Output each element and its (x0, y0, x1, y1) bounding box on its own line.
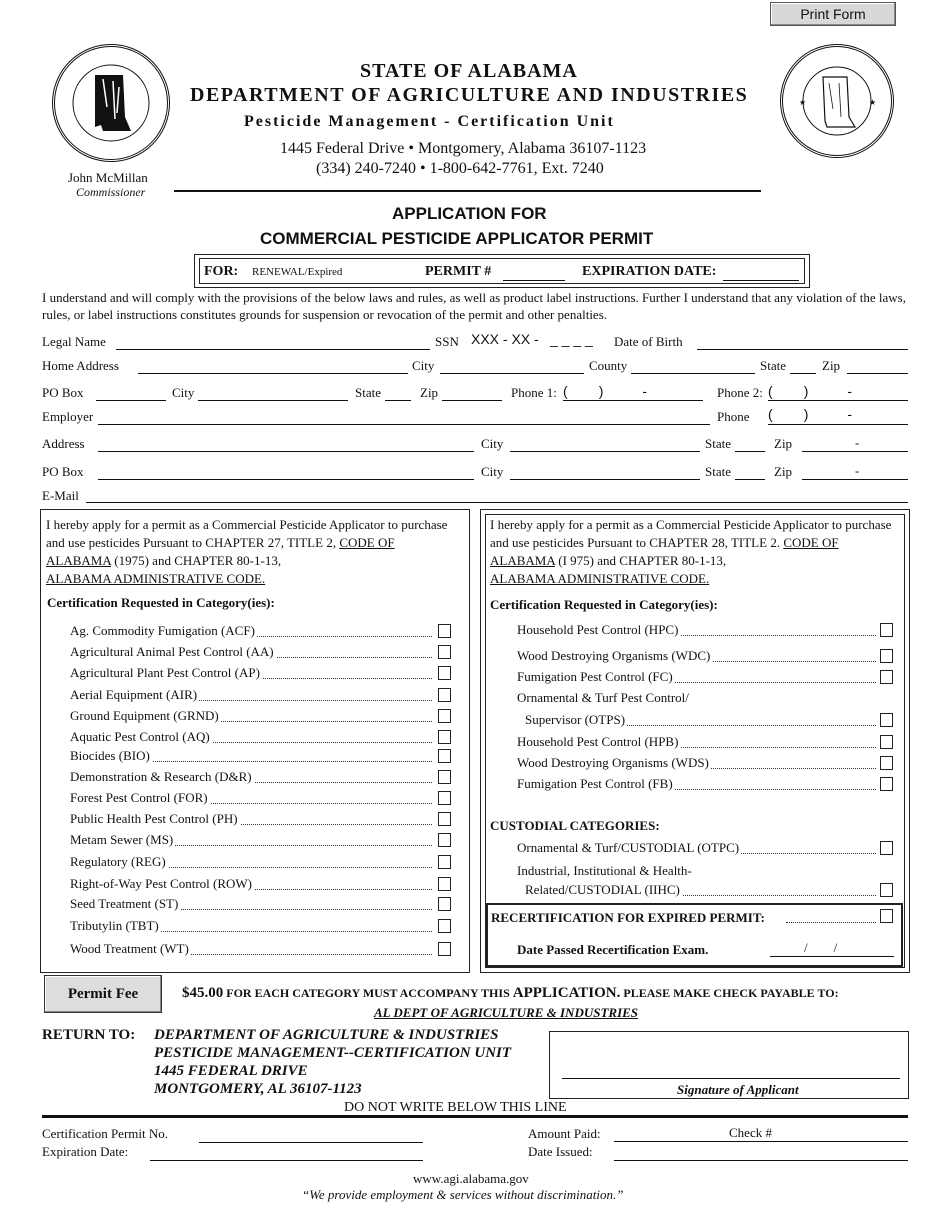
home-address-field[interactable] (138, 373, 408, 374)
county-field[interactable] (631, 373, 755, 374)
employer-phone-field[interactable] (768, 424, 908, 425)
department-seal (52, 44, 170, 162)
home-address-label: Home Address (42, 358, 119, 373)
left-category-item-checkbox[interactable] (438, 709, 451, 723)
employer-city-label: City (481, 436, 504, 451)
left-category-item-checkbox[interactable] (438, 666, 451, 680)
home-zip-field[interactable] (847, 373, 908, 374)
permit-fee-label: Permit Fee (67, 986, 139, 1002)
commissioner-name: John McMillan (68, 170, 148, 185)
home-state-field[interactable] (790, 373, 816, 374)
header-rule (174, 190, 761, 192)
left-category-item-label: Public Health Pest Control (PH) (70, 811, 238, 826)
right-category-item-label: Fumigation Pest Control (FB) (517, 776, 673, 791)
recertification-date-mask: / / (804, 940, 838, 955)
home-city-label: City (412, 358, 435, 373)
employer-zip-dash: - (855, 435, 860, 450)
return-address-line: DEPARTMENT OF AGRICULTURE & INDUSTRIES (154, 1027, 499, 1043)
po-zip-label: Zip (420, 385, 439, 400)
fee-text-application: APPLICATION. (512, 985, 621, 1001)
po-state-label: State (355, 385, 381, 400)
permit-number-field[interactable] (503, 280, 565, 281)
left-category-item-label: Ground Equipment (GRND) (70, 708, 219, 723)
fee-text-2: PLEASE MAKE CHECK PAYABLE TO: (620, 986, 839, 1000)
left-category-item-checkbox[interactable] (438, 645, 451, 659)
payable-to: AL DEPT OF AGRICULTURE & INDUSTRIES (374, 1005, 639, 1020)
left-intro-admin-code: ALABAMA ADMINISTRATIVE CODE. (46, 571, 266, 586)
return-to-label: RETURN TO: (42, 1027, 136, 1043)
right-category-item-label: Household Pest Control (HPB) (517, 734, 679, 749)
employer-zip-label: Zip (774, 436, 793, 451)
right-category-item-checkbox[interactable] (880, 777, 893, 791)
left-panel-intro (46, 516, 460, 588)
phone-2-field[interactable] (768, 400, 908, 401)
recertification-date-field[interactable] (770, 956, 894, 957)
phone-2-mask: ( ) - (768, 383, 852, 399)
employer-state-label: State (705, 436, 731, 451)
do-not-write-warning: DO NOT WRITE BELOW THIS LINE (344, 1100, 567, 1115)
ssn-last-four[interactable]: _ _ _ _ (550, 331, 593, 347)
great-seal (780, 44, 894, 158)
left-category-item-checkbox[interactable] (438, 812, 451, 826)
email-label: E-Mail (42, 488, 79, 503)
amount-paid-label: Amount Paid: (528, 1126, 601, 1141)
employer-zip-field[interactable] (802, 451, 908, 452)
phone-1-label: Phone 1: (511, 385, 557, 400)
left-category-item-checkbox[interactable] (438, 770, 451, 784)
recertification-checkbox[interactable] (880, 909, 893, 923)
left-category-item-label: Agricultural Animal Pest Control (AA) (70, 644, 274, 659)
title-line-2: COMMERCIAL PESTICIDE APPLICATOR PERMIT (260, 229, 654, 248)
commissioner-title: Commissioner (76, 185, 146, 199)
employer-po-state-field[interactable] (735, 479, 765, 480)
left-category-item-label: Ag. Commodity Fumigation (ACF) (70, 623, 255, 638)
custodial-item-checkbox[interactable] (880, 883, 893, 897)
home-city-field[interactable] (440, 373, 584, 374)
po-city-field[interactable] (198, 400, 348, 401)
right-category-item-checkbox[interactable] (880, 735, 893, 749)
fee-text-1: FOR EACH CATEGORY MUST ACCOMPANY THIS (223, 986, 513, 1000)
home-state-label: State (760, 358, 786, 373)
right-cert-heading: Certification Requested in Category(ies): (490, 597, 718, 612)
email-field[interactable] (86, 502, 908, 503)
po-city-label: City (172, 385, 195, 400)
phone-1-mask: ( ) - (563, 383, 647, 399)
right-category-item-checkbox[interactable] (880, 713, 893, 727)
left-category-item-checkbox[interactable] (438, 624, 451, 638)
po-box-field[interactable] (96, 400, 166, 401)
employer-address-label: Address (42, 436, 85, 451)
left-category-item-checkbox[interactable] (438, 877, 451, 891)
right-category-item-checkbox[interactable] (880, 756, 893, 770)
employer-po-box-label: PO Box (42, 464, 84, 479)
expiration-date-office-field[interactable] (150, 1160, 423, 1161)
left-category-item-checkbox[interactable] (438, 749, 451, 763)
employer-po-box-field[interactable] (98, 479, 474, 480)
signature-field[interactable] (562, 1078, 900, 1079)
right-intro-text-1: I hereby apply for a permit as a Commercial Pesticide Applicator to purchase and use pesticides Pursuant to CHAPTER 28, TITLE 2. (490, 517, 892, 550)
great-seal-graphic (783, 47, 891, 155)
left-category-item-label: Demonstration & Research (D&R) (70, 769, 252, 784)
fee-statement (182, 985, 839, 1002)
left-category-item-checkbox[interactable] (438, 897, 451, 911)
custodial-item-label: Ornamental & Turf/CUSTODIAL (OTPC) (517, 840, 740, 855)
right-category-item-label: Supervisor (OTPS) (525, 712, 626, 727)
left-category-item-label: Wood Treatment (WT) (70, 941, 189, 956)
custodial-item-label: Industrial, Institutional & Health- (517, 863, 692, 878)
return-address-line: MONTGOMERY, AL 36107-1123 (154, 1081, 362, 1097)
office-use-rule (42, 1115, 908, 1118)
phone-2-label: Phone 2: (717, 385, 763, 400)
right-category-item-label: Wood Destroying Organisms (WDS) (517, 755, 709, 770)
left-category-item-checkbox[interactable] (438, 919, 451, 933)
title-line-1: APPLICATION FOR (392, 204, 547, 223)
left-category-item-label: Agricultural Plant Pest Control (AP) (70, 665, 260, 680)
employer-po-city-field[interactable] (510, 479, 700, 480)
recertification-label: RECERTIFICATION FOR EXPIRED PERMIT: (491, 910, 765, 925)
cert-permit-no-field[interactable] (199, 1142, 423, 1143)
for-value: RENEWAL/Expired (252, 266, 343, 278)
employer-po-zip-label: Zip (774, 464, 793, 479)
footer-motto: “We provide employment & services without discrimination.” (302, 1187, 624, 1202)
right-category-item-label: Household Pest Control (HPC) (517, 622, 679, 637)
right-intro-text-2: (I 975) and CHAPTER 80-1-13, (555, 553, 727, 568)
return-address-line: 1445 FEDERAL DRIVE (154, 1063, 308, 1079)
po-zip-field[interactable] (442, 400, 502, 401)
ssn-value[interactable]: XXX - XX - (471, 331, 539, 347)
expiration-date-office-label: Expiration Date: (42, 1144, 129, 1159)
left-category-item-label: Aerial Equipment (AIR) (70, 687, 198, 702)
for-label: FOR: (204, 264, 239, 279)
left-category-item-checkbox[interactable] (438, 855, 451, 869)
left-category-item-label: Aquatic Pest Control (AQ) (70, 729, 210, 744)
employer-city-field[interactable] (510, 451, 700, 452)
legal-name-field[interactable] (116, 349, 430, 350)
legal-name-label: Legal Name (42, 334, 106, 349)
right-category-item-checkbox[interactable] (880, 649, 893, 663)
employer-po-city-label: City (481, 464, 504, 479)
left-category-item-checkbox[interactable] (438, 942, 451, 956)
custodial-item-checkbox[interactable] (880, 841, 893, 855)
left-category-item-label: Seed Treatment (ST) (70, 896, 179, 911)
recertification-date-label: Date Passed Recertification Exam. (517, 942, 709, 957)
custodial-heading: CUSTODIAL CATEGORIES: (490, 818, 660, 833)
amount-paid-field[interactable] (614, 1141, 908, 1142)
permit-fee-button[interactable] (44, 975, 162, 1013)
left-cert-heading: Certification Requested in Category(ies): (47, 595, 275, 610)
cert-permit-no-label: Certification Permit No. (42, 1126, 169, 1141)
header-address: 1445 Federal Drive • Montgomery, Alabama 36107-1123 (280, 140, 647, 157)
state-heading: STATE OF ALABAMA (360, 60, 578, 82)
employer-field[interactable] (98, 424, 710, 425)
department-seal-graphic (55, 47, 167, 159)
right-category-item-label: Ornamental & Turf Pest Control/ (517, 690, 689, 705)
signature-label: Signature of Applicant (677, 1082, 799, 1097)
employer-label: Employer (42, 409, 94, 424)
right-intro-code: CODE OF ALABAMA (490, 535, 839, 568)
footer-url[interactable]: www.agi.alabama.gov (413, 1171, 529, 1186)
header-phone: (334) 240-7240 • 1-800-642-7761, Ext. 7240 (316, 160, 604, 177)
employer-po-state-label: State (705, 464, 731, 479)
phone-1-field[interactable] (563, 400, 703, 401)
date-of-birth-label: Date of Birth (614, 334, 683, 349)
left-category-item-label: Biocides (BIO) (70, 748, 150, 763)
left-category-item-checkbox[interactable] (438, 730, 451, 744)
ssn-label: SSN (435, 334, 459, 349)
right-intro-admin-code: ALABAMA ADMINISTRATIVE CODE. (490, 571, 710, 586)
left-category-item-label: Tributylin (TBT) (70, 918, 159, 933)
right-category-item-label: Wood Destroying Organisms (WDC) (517, 648, 711, 663)
print-form-button[interactable]: Print Form (770, 2, 896, 26)
left-intro-text-1: I hereby apply for a permit as a Commercial Pesticide Applicator to purchase and use pesticides Pursuant to CHAPTER 27, TITLE 2, (46, 517, 448, 550)
return-address-line: PESTICIDE MANAGEMENT--CERTIFICATION UNIT (154, 1045, 512, 1061)
left-category-item-checkbox[interactable] (438, 833, 451, 847)
expiration-date-label: EXPIRATION DATE: (582, 264, 717, 279)
left-category-item-checkbox[interactable] (438, 688, 451, 702)
department-heading: DEPARTMENT OF AGRICULTURE AND INDUSTRIES (190, 84, 749, 106)
recertification-leader (786, 922, 876, 923)
unit-heading: Pesticide Management - Certification Unit (244, 113, 615, 130)
right-category-item-checkbox[interactable] (880, 670, 893, 684)
employer-phone-mask: ( ) - (768, 406, 852, 422)
county-label: County (589, 358, 628, 373)
right-category-item-checkbox[interactable] (880, 623, 893, 637)
date-issued-field[interactable] (614, 1160, 908, 1161)
right-category-item-label: Fumigation Pest Control (FC) (517, 669, 673, 684)
left-category-item-label: Metam Sewer (MS) (70, 832, 174, 847)
employer-po-zip-dash: - (855, 463, 860, 478)
left-intro-code: CODE OF ALABAMA (46, 535, 395, 568)
po-state-field[interactable] (385, 400, 411, 401)
left-category-item-label: Regulatory (REG) (70, 854, 166, 869)
left-category-item-checkbox[interactable] (438, 791, 451, 805)
employer-state-field[interactable] (735, 451, 765, 452)
compliance-statement: I understand and will comply with the provisions of the below laws and rules, as well as product label instructions. Further I understand that any violation of the laws, rules, or label instructions constitutes grounds for suspension or revocation of the permit and other penalties. (42, 290, 906, 322)
permit-number-label: PERMIT # (425, 264, 492, 279)
home-zip-label: Zip (822, 358, 841, 373)
custodial-item-label: Related/CUSTODIAL (IIHC) (525, 882, 680, 897)
check-number-label: Check # (729, 1125, 772, 1140)
employer-po-zip-field[interactable] (802, 479, 908, 480)
expiration-date-field[interactable] (723, 280, 799, 281)
employer-address-field[interactable] (98, 451, 474, 452)
svg-text:★: ★ (799, 98, 807, 107)
svg-text:★: ★ (869, 98, 877, 107)
employer-phone-label: Phone (717, 409, 750, 424)
left-intro-text-2: (1975) and CHAPTER 80-1-13, (111, 553, 282, 568)
right-panel-intro (490, 516, 902, 588)
left-category-item-label: Right-of-Way Pest Control (ROW) (70, 876, 253, 891)
left-category-item-label: Forest Pest Control (FOR) (70, 790, 208, 805)
date-issued-label: Date Issued: (528, 1144, 593, 1159)
fee-amount: $45.00 (182, 985, 224, 1001)
po-box-label: PO Box (42, 385, 84, 400)
date-of-birth-field[interactable] (697, 349, 908, 350)
